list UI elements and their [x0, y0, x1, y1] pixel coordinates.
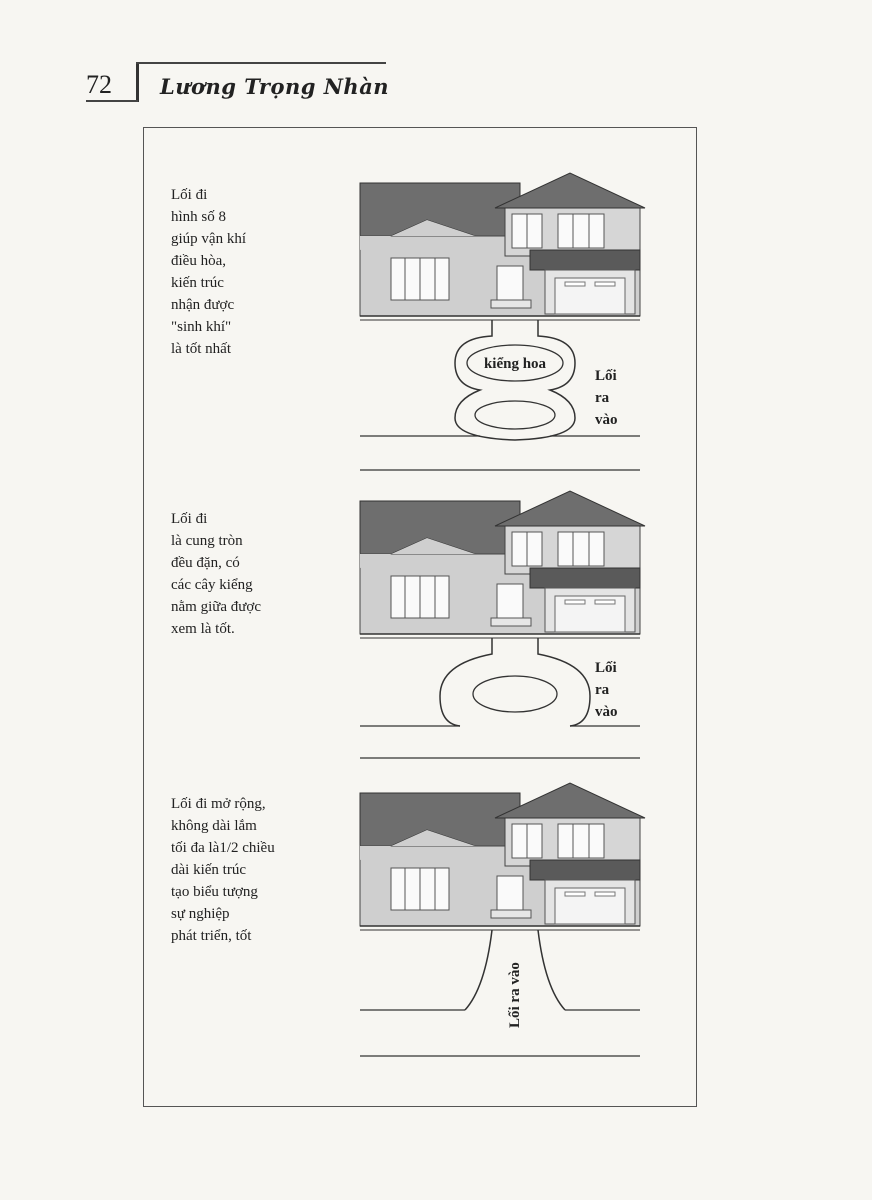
entrance-label-line-3: vào: [595, 412, 618, 428]
figure-eight-diagram: [355, 168, 655, 478]
entrance-label-line-1: Lối: [595, 368, 617, 384]
entrance-label-line-2: ra: [595, 682, 610, 698]
caption-figure-3: Lối đi mở rộng, không dài lắm tối đa là1/2 chiều dài kiến trúc tạo biểu tượng sự nghiệp phát triển, tốt: [171, 796, 275, 944]
header-bottom-rule: [86, 100, 138, 102]
figure-arc-path: [355, 486, 655, 766]
header-top-rule: [136, 62, 386, 64]
arc-path-diagram: [355, 486, 655, 766]
running-header-author: Lương Trọng Nhàn: [160, 74, 390, 99]
entrance-label-line-2: ra: [595, 390, 610, 406]
entrance-label-line-1: Lối: [595, 660, 617, 676]
caption-figure-2: Lối đi là cung tròn đều đặn, có các cây kiểng nằm giữa được xem là tốt.: [171, 511, 261, 637]
widening-path-diagram: [355, 778, 655, 1068]
flower-bed-label: kiểng hoa: [483, 356, 547, 372]
header-divider: [136, 62, 139, 102]
figure-widening-path: [355, 778, 655, 1068]
entrance-label: Lối ra vào: [507, 962, 523, 1028]
figure-figure-eight-path: [355, 168, 655, 478]
entrance-label-line-3: vào: [595, 704, 618, 720]
page-number: 72: [86, 70, 112, 99]
caption-figure-1: Lối đi hình số 8 giúp vận khí điều hòa, kiến trúc nhận được "sinh khí" là tốt nhất: [171, 187, 246, 357]
